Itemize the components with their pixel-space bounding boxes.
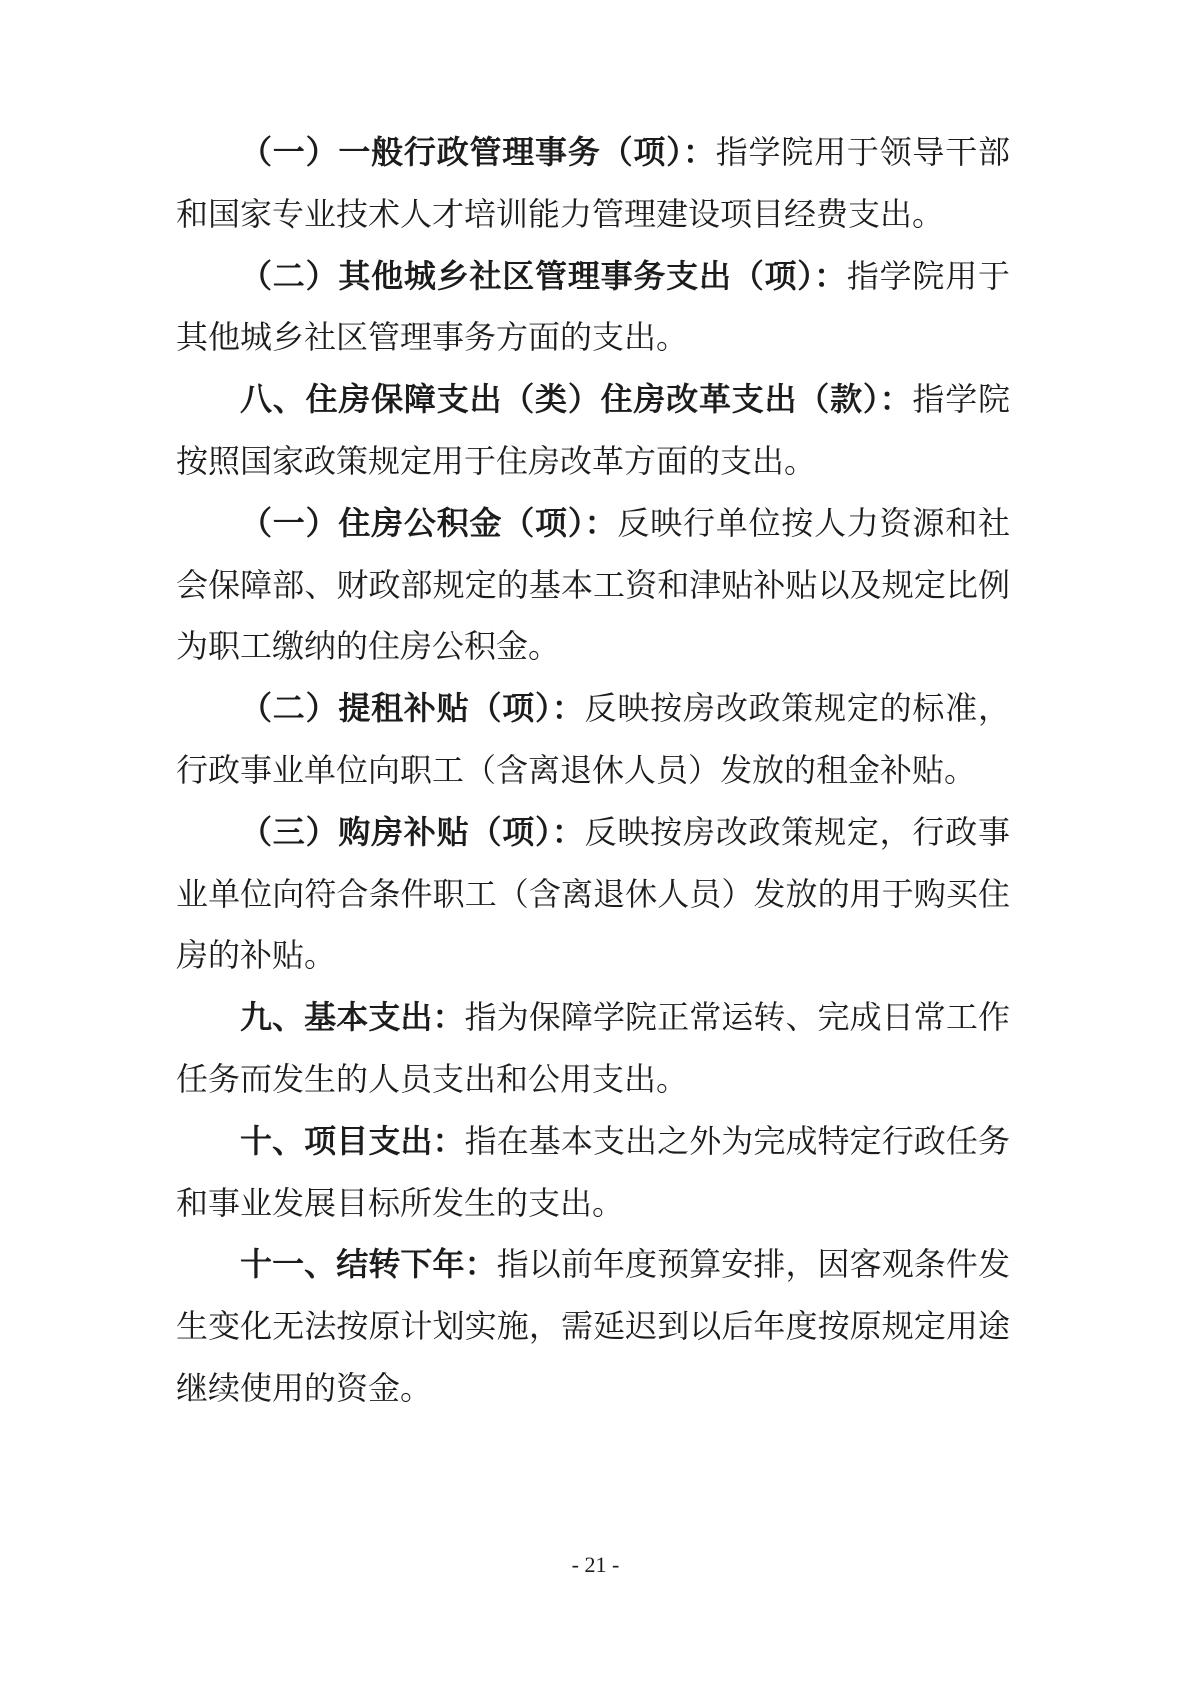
term-label: （一）一般行政管理事务（项）： <box>240 134 716 170</box>
term-label: 十、项目支出： <box>240 1122 465 1159</box>
paragraph <box>176 1111 1010 1235</box>
paragraph <box>176 246 1010 370</box>
paragraph <box>176 1234 1010 1419</box>
term-label: 十一、结转下年： <box>240 1246 497 1283</box>
document-body <box>176 122 1010 1420</box>
paragraph <box>176 493 1010 678</box>
term-label: （一）住房公积金（项）： <box>240 504 618 541</box>
definition-text: 反映行单位按人力资源和社会保障部、财政部规定的基本工资和津贴补贴以及规定比例为职工缴纳的住房公积金。 <box>176 504 1010 665</box>
term-label: （二）提租补贴（项）： <box>240 690 585 727</box>
term-label: 九、基本支出： <box>240 999 465 1036</box>
definition-text: 指学院用于领导干部和国家专业技术人才培训能力管理建设项目经费支出。 <box>176 134 1010 232</box>
definition-text: 反映按房改政策规定的标准，行政事业单位向职工（含离退休人员）发放的租金补贴。 <box>176 690 1010 788</box>
definition-text: 指为保障学院正常运转、完成日常工作任务而发生的人员支出和公用支出。 <box>176 999 1010 1097</box>
definition-text: 指学院用于其他城乡社区管理事务方面的支出。 <box>176 257 1010 356</box>
term-label: （三）购房补贴（项）： <box>240 813 585 850</box>
paragraph <box>176 987 1010 1111</box>
definition-text: 指以前年度预算安排，因客观条件发生变化无法按原计划实施，需延迟到以后年度按原规定用途继续使用的资金。 <box>176 1246 1010 1406</box>
definition-text: 反映按房改政策规定，行政事业单位向符合条件职工（含离退休人员）发放的用于购买住房的补贴。 <box>176 813 1010 974</box>
definition-text: 指在基本支出之外为完成特定行政任务和事业发展目标所发生的支出。 <box>176 1122 1010 1221</box>
paragraph <box>176 122 1010 246</box>
term-label: 八、住房保障支出（类）住房改革支出（款）： <box>240 381 913 418</box>
page-number: - 21 - <box>571 1552 620 1577</box>
paragraph <box>176 802 1010 987</box>
paragraph <box>176 678 1010 802</box>
definition-text: 指学院按照国家政策规定用于住房改革方面的支出。 <box>176 381 1010 479</box>
term-label: （二）其他城乡社区管理事务支出（项）： <box>240 257 847 294</box>
paragraph <box>176 369 1010 493</box>
